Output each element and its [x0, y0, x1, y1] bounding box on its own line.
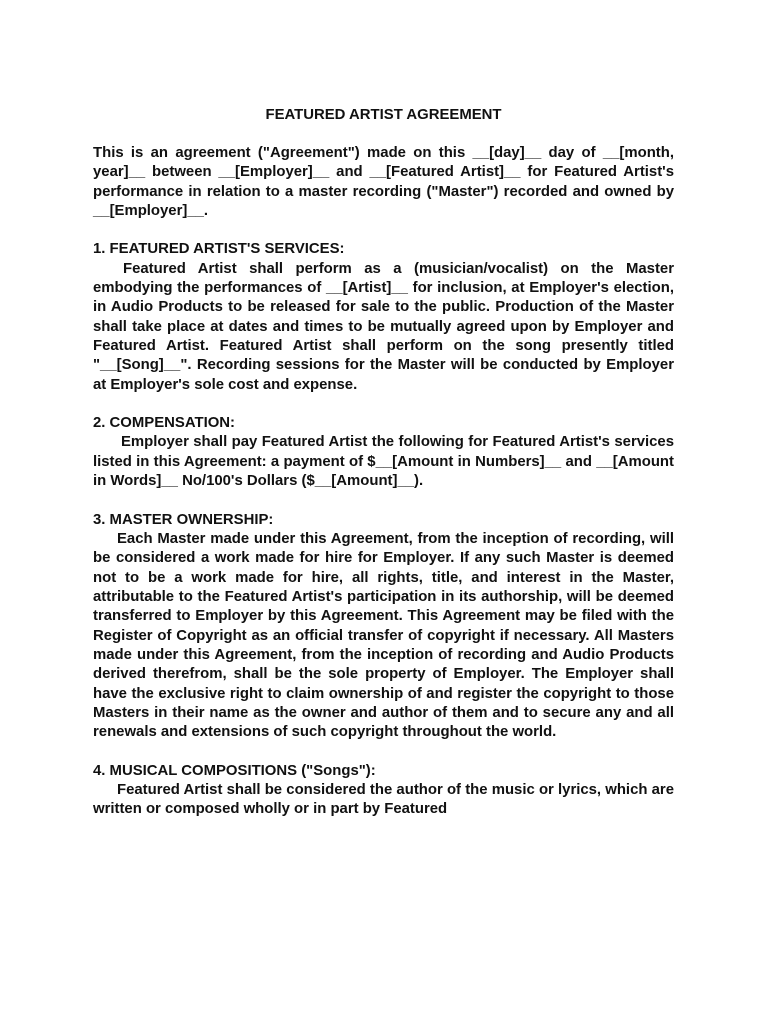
- document-title: FEATURED ARTIST AGREEMENT: [265, 107, 502, 123]
- section-2-body: Employer shall pay Featured Artist the following for Featured Artist's services listed in this Agreement: a payment of $__[Amount in Numbers]__ and __[Amount in Words]__ No/100's Dollars ($__[Amount]__).: [93, 434, 674, 490]
- section-4-heading: 4. MUSICAL COMPOSITIONS ("Songs"):: [93, 762, 376, 779]
- section-1-heading: 1. FEATURED ARTIST'S SERVICES:: [93, 241, 345, 258]
- section-2-heading: 2. COMPENSATION:: [93, 415, 236, 432]
- section-3-body: Each Master made under this Agreement, from the inception of recording, will be considered a work made for hire for Employer. If any such Master is deemed not to be a work made for hire, all rights, title, and interest in the Master, attributable to the Featured Artist's participation in its authorship, will be deemed transferred to Employer by this Agreement. This Agreement may be filed with the Register of Copyright as an official transfer of copyright if necessary. All Masters made under this Agreement, from the inception of recording and Audio Products derived therefrom, shall be the sole property of Employer. The Employer shall have the exclusive right to claim ownership of and register the copyright to those Masters in their name as the owner and author of them and to secure any and all renewals and extensions of such copyright throughout the world.: [93, 530, 674, 741]
- document-page: [93, 105, 674, 820]
- section-4-body: Featured Artist shall be considered the author of the music or lyrics, which are written or composed wholly or in part by Featured: [93, 781, 674, 818]
- intro-paragraph: This is an agreement ("Agreement") made on this __[day]__ day of __[month, year]__ between __[Employer]__ and __[Featured Artist]__ for Featured Artist's performance in relation to a master recording ("Master") recorded and owned by __[Employer]__.: [93, 145, 674, 220]
- section-1-body: Featured Artist shall perform as a (musician/vocalist) on the Master embodying the performances of __[Artist]__ for inclusion, at Employer's election, in Audio Products to be released for sale to the public. Production of the Master shall take place at dates and times to be mutually agreed upon by Employer and Featured Artist. Featured Artist shall perform on the song presently titled "__[Song]__". Recording sessions for the Master will be conducted by Employer at Employer's sole cost and expense.: [93, 260, 674, 393]
- section-3-heading: 3. MASTER OWNERSHIP:: [93, 511, 274, 528]
